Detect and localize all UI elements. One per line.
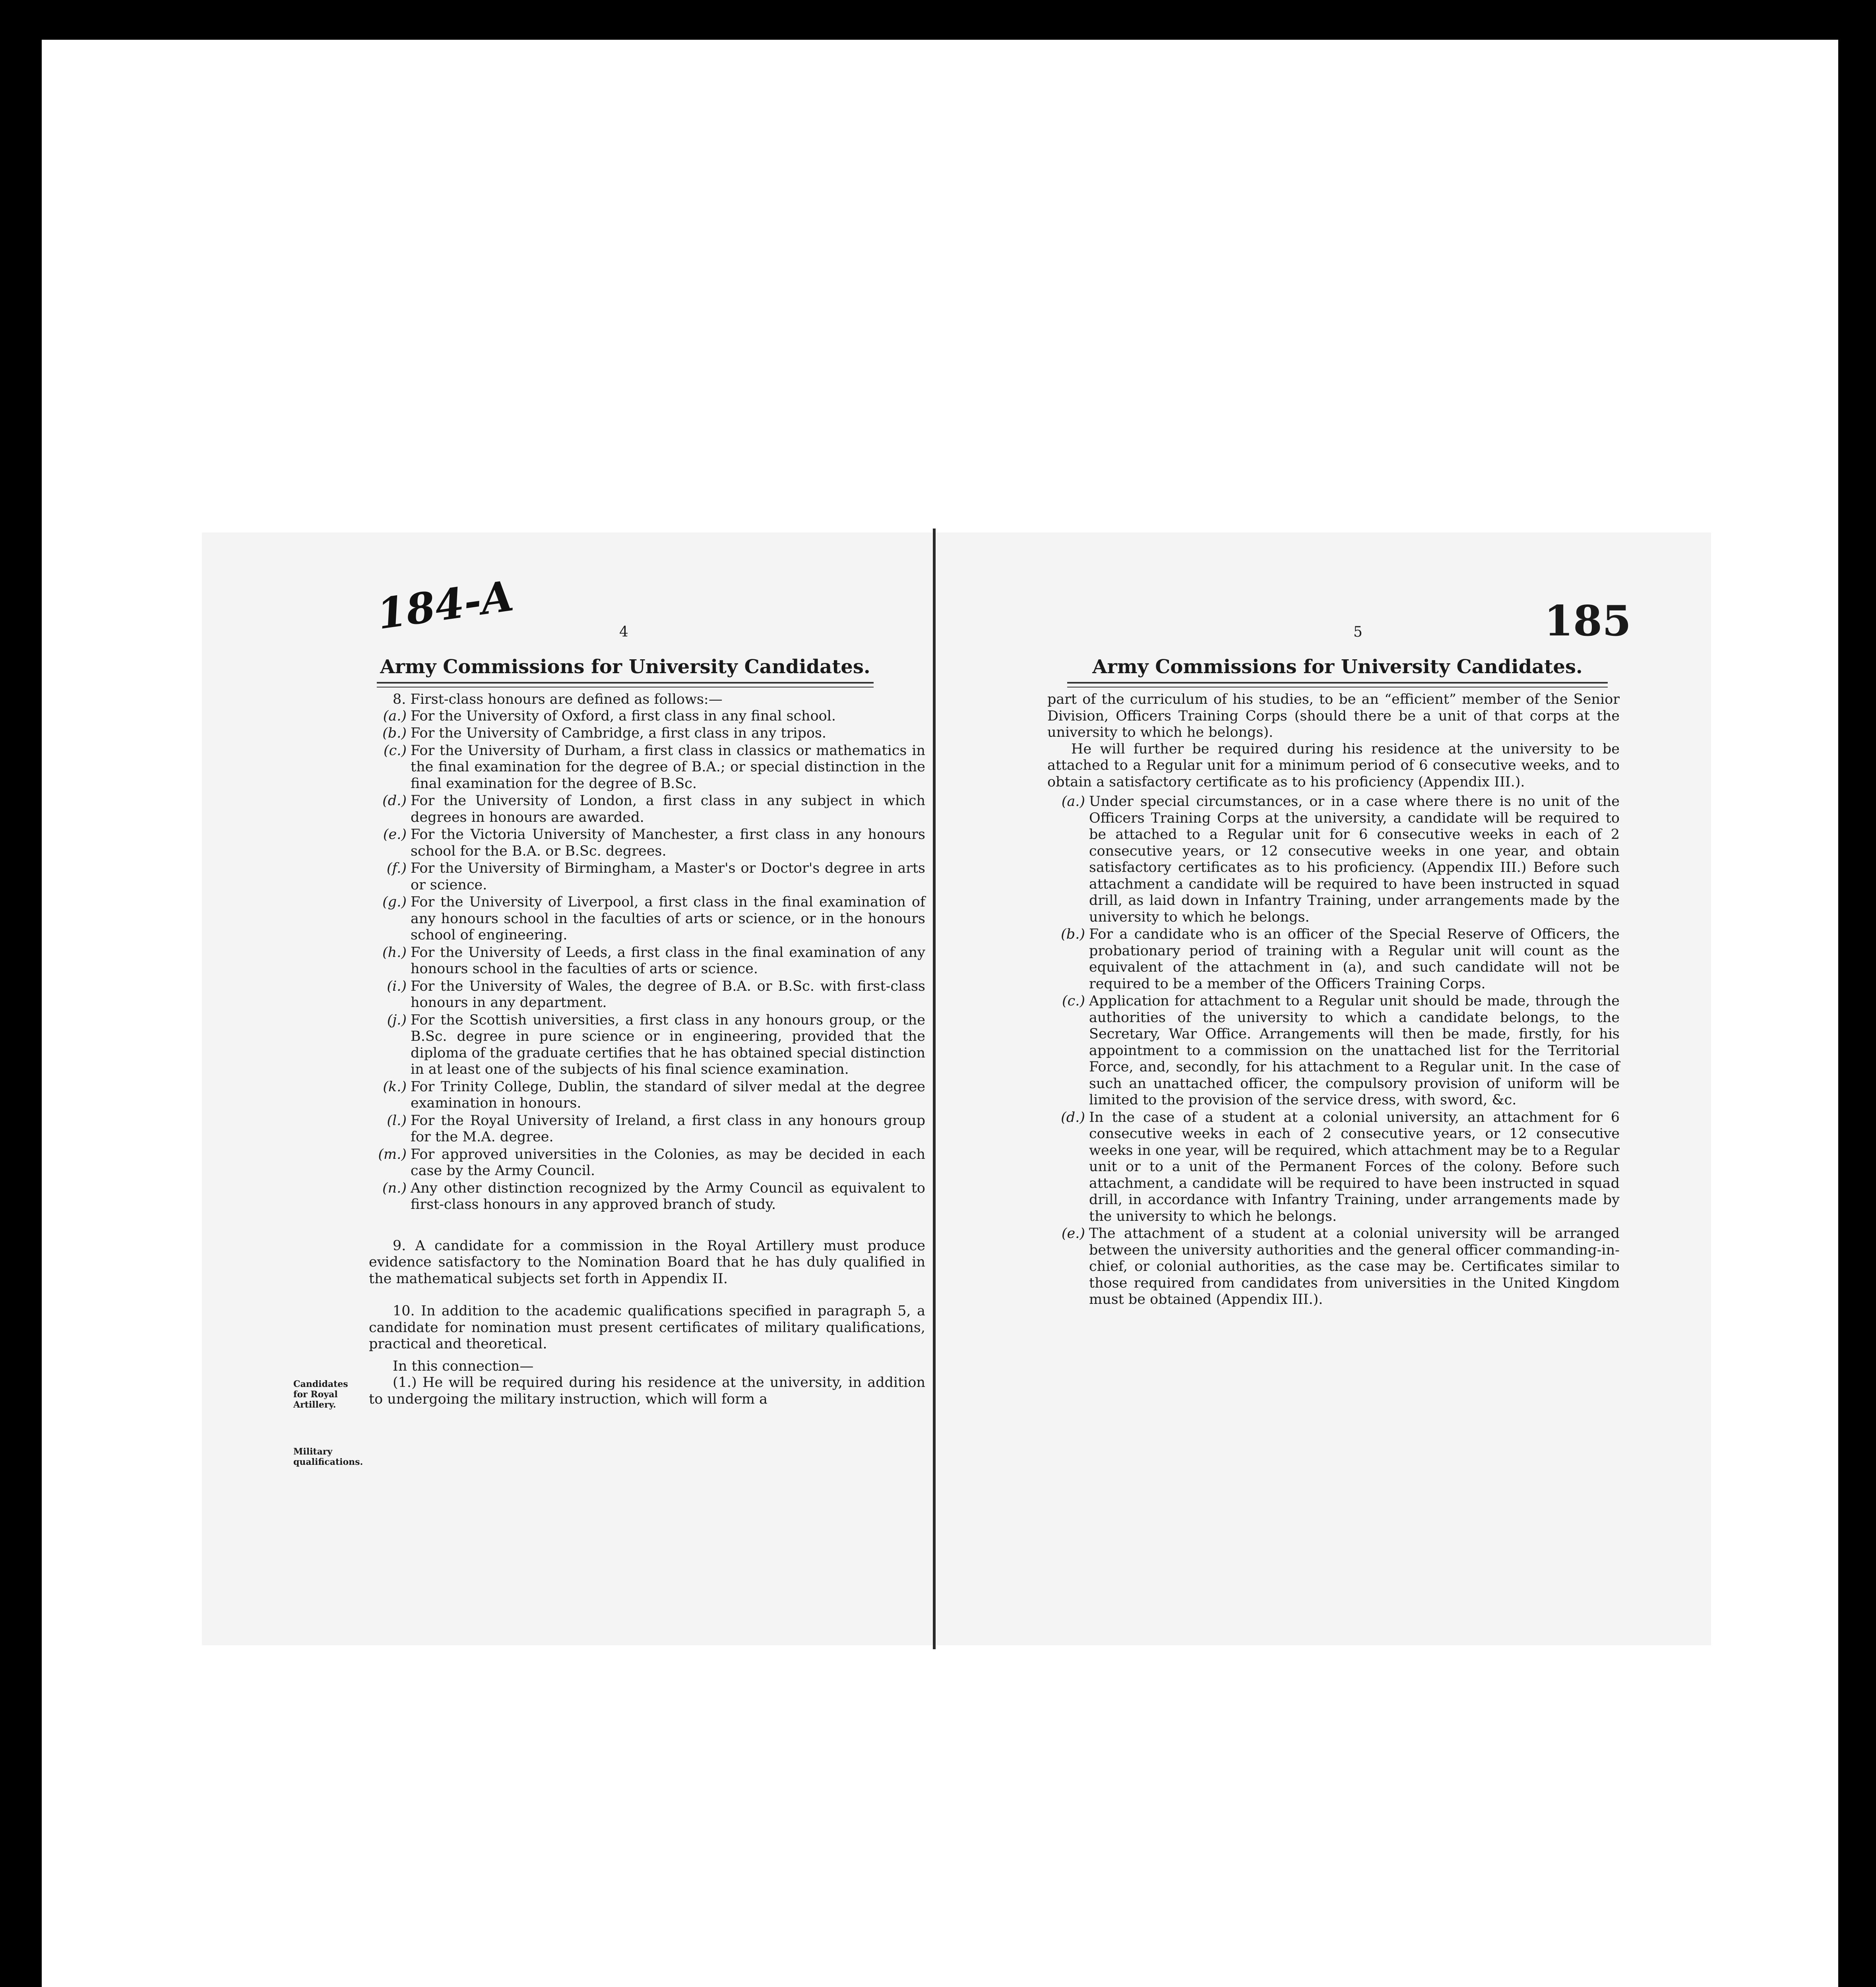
list-item [369,725,925,742]
honours-list [369,708,925,1213]
right-page [936,533,1711,1645]
list-item-text: Application for attachment to a Regular unit should be made, through the authorities of the university to which a candidate belongs, to the Secretary, War Office. Arrangements will then be made, firstly, for his appointment to a commission on the unattached list for the Territorial Force, and, secondly, for his attachment to a Regular unit. In the case of such an unattached officer, the compulsory provision of uniform will be limited to the provision of the service dress, with sword, &c. [1089,993,1620,1108]
list-item-text: The attachment of a student at a colonial university will be arranged between the university authorities and the general officer commanding-in-chief, or colonial authorities, as the case may be. Certificates similar to those required from candidates from universities in the United Kingdom must be obtained (Appendix III.). [1089,1226,1620,1307]
further-requirement: He will further be required during his residence at the university to be attached to a Regular unit for a minimum period of 6 consecutive weeks, and to obtain a satisfactory certificate as to his proficiency (Appendix III.). [1047,741,1620,790]
list-item-text: For the University of Cambridge, a first class in any tripos. [411,725,827,741]
list-item-label: (c.) [1062,993,1085,1009]
list-item-text: For the University of Birmingham, a Master's or Doctor's degree in arts or science. [411,860,925,893]
list-item-text: For the University of London, a first class in any subject in which degrees in honours are awarded. [411,793,925,825]
list-item [1047,993,1620,1109]
para8-intro: 8. First-class honours are defined as follows:— [393,691,723,707]
list-item-text: Any other distinction recognized by the Army Council as equivalent to first-class honours in any approved branch of study. [411,1180,925,1212]
list-item-label: (m.) [378,1146,407,1162]
handwritten-page-label: 184-A [374,571,517,639]
list-item [369,945,925,978]
list-item-label: (b.) [1061,926,1085,942]
para10: 10. In addition to the academic qualifications specified in paragraph 5, a candidate for nomination must present certificates of military qualifications, practical and theoretical. [369,1303,925,1352]
attachment-conditions-list [1047,794,1620,1308]
margin-note-artillery: Candidates for Royal Artillery. [293,1379,348,1410]
left-page [202,533,961,1645]
list-item [1047,1226,1620,1308]
list-item [369,1146,925,1179]
list-item-text: For the Royal University of Ireland, a first class in any honours group for the M.A. degree. [411,1112,925,1145]
list-item-text: For a candidate who is an officer of the Special Reserve of Officers, the probationary period of training with a Regular unit will count as the equivalent of the attachment in (a), and such candidate will not be required to be a member of the Officers Training Corps. [1089,926,1620,992]
left-page-number: 4 [619,624,628,640]
list-item-text: For the Victoria University of Manchester, a first class in any honours school for the B.A. or B.Sc. degrees. [411,827,925,859]
list-item [369,743,925,792]
list-item-label: (j.) [387,1012,407,1028]
list-item-text: For approved universities in the Colonies, as may be decided in each case by the Army Council. [411,1146,925,1179]
list-item-label: (a.) [1061,794,1085,810]
list-item-label: (e.) [1061,1226,1085,1241]
list-item [369,860,925,893]
list-item [369,894,925,944]
list-item-label: (k.) [383,1079,407,1095]
list-item [1047,1110,1620,1225]
list-item-label: (c.) [383,742,407,759]
list-item-label: (l.) [387,1112,407,1129]
list-item-label: (a.) [383,708,407,724]
list-item-text: Under special circumstances, or in a case where there is no unit of the Officers Training Corps at the university, a candidate will be required to be attached to a Regular unit for 6 consecutive weeks in each of 2 consecutive years, or 12 consecutive weeks in one year, and obtain satisfactory certificates as to his proficiency. (Appendix III.) Before such attachment a candidate will be required to have been instructed in squad drill, as laid down in Infantry Training, under arrangements made by the university to which he belongs. [1089,794,1620,925]
list-item-label: (h.) [382,944,407,961]
microfilm-frame [42,40,1838,1987]
list-item [369,978,925,1011]
list-item-text: For the University of Oxford, a first class in any final school. [411,708,836,724]
list-item-label: (d.) [1061,1109,1085,1125]
list-item [369,1012,925,1078]
list-item-label: (g.) [382,894,407,910]
list-item [369,1180,925,1213]
list-item [369,708,925,725]
list-item-text: For the University of Durham, a first class in classics or mathematics in the final examination for the degree of B.A.; or special distinction in the final examination for the degree of B.Sc. [411,742,925,792]
right-text-column [1047,691,1620,1309]
list-item [1047,794,1620,926]
margin-note-military: Military qualifications. [293,1447,363,1467]
list-item-text: For the University of Wales, the degree of B.A. or B.Sc. with first-class honours in any department. [411,978,925,1011]
list-item-label: (e.) [383,827,407,842]
list-item-text: In the case of a student at a colonial university, an attachment for 6 consecutive weeks in each of 2 consecutive years, or 12 consecutive weeks in one year, will be required, which attachment may be to a Regular unit or to a unit of the Permanent Forces of the colony. Before such attachment, a candidate will be required to have been instructed in squad drill, in accordance with Infantry Training, under arrangements made by the university to which he belongs. [1089,1109,1620,1224]
right-page-header: Army Commissions for University Candidates. [1067,656,1608,684]
list-item-text: For the University of Liverpool, a first class in the final examination of any honours school in the faculties of arts or science, or in the honours school of engineering. [411,894,925,943]
archive-stamp-number: 185 [1544,596,1632,645]
list-item-text: For the Scottish universities, a first class in any honours group, or the B.Sc. degree in pure science or in engineering, provided that the diploma of the graduate certifies that he has obtained special distinction in at least one of the subjects of his final science examination. [411,1012,925,1077]
left-text-column [369,691,925,1408]
sub1-text: (1.) He will be required during his residence at the university, in addition to undergoing the military instruction, which will form a [369,1375,925,1407]
list-item-label: (n.) [382,1180,407,1196]
connection-line: In this connection— [393,1358,534,1374]
list-item-label: (i.) [387,978,407,994]
list-item-text: For Trinity College, Dublin, the standard of silver medal at the degree examination in honours. [411,1079,925,1111]
list-item-label: (b.) [382,725,407,741]
list-item-label: (d.) [382,793,407,809]
list-item-label: (f.) [386,860,407,876]
list-item [369,1079,925,1112]
list-item-text: For the University of Leeds, a first class in the final examination of any honours school in the faculties of arts or science. [411,944,925,977]
para9: 9. A candidate for a commission in the Royal Artillery must produce evidence satisfactory to the Nomination Board that he has duly qualified in the mathematical subjects set forth in Appendix II. [369,1238,925,1287]
list-item [1047,926,1620,992]
list-item [369,1113,925,1146]
list-item [369,827,925,860]
continued-text: part of the curriculum of his studies, to be an “efficient” member of the Senior Division, Officers Training Corps (should there be a unit of that corps at the university to which he belongs). [1047,691,1620,740]
list-item [369,793,925,826]
right-page-number: 5 [1353,624,1362,640]
left-page-header: Army Commissions for University Candidates. [377,656,874,684]
page-gutter [933,529,936,1649]
